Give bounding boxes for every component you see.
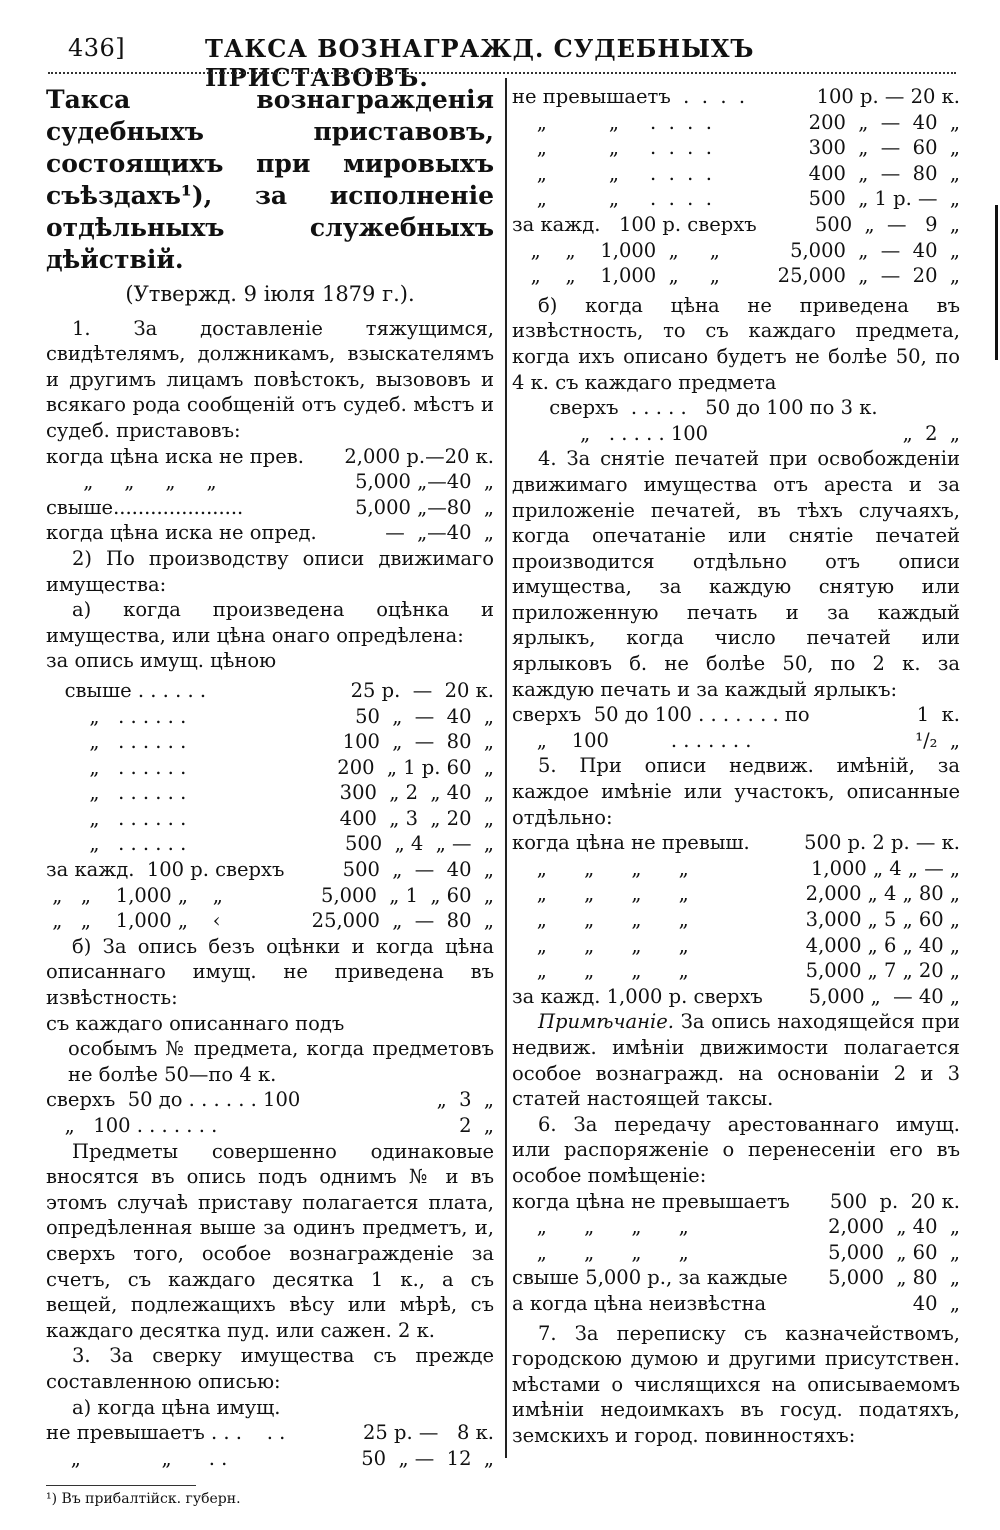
row-label: когда цѣна иска не прев. xyxy=(46,444,304,468)
row-value: ¹/₂ „ xyxy=(915,728,960,752)
row-label: „ . . . . . . xyxy=(46,704,187,728)
row-label: „ „ „ „ xyxy=(512,1215,689,1239)
row-label: „ „ 1,000 „ „ xyxy=(512,238,720,262)
section-2b-text: б) За опись безъ оцѣнки и когда цѣна описаннаго имущ. не приведена въ извѣстность: xyxy=(46,934,494,1010)
table-row xyxy=(512,728,960,754)
row-label: „ „ „ „ xyxy=(512,959,689,983)
section-2a-lead: за опись имущ. цѣною xyxy=(46,649,277,673)
right-column xyxy=(512,84,960,1448)
row-value: 5,000 „ — 40 „ xyxy=(790,238,960,262)
table-row xyxy=(512,84,960,110)
table-row xyxy=(512,135,960,161)
row-label: сверхъ 50 до 100 . . . . . . . по xyxy=(512,703,810,727)
row-label: когда цѣна не превышаетъ xyxy=(512,1189,790,1213)
section-1-table xyxy=(46,444,494,546)
section-2b-line: особымъ № предмета, когда предметовъ не болѣе 50—по 4 к. xyxy=(68,1037,494,1086)
row-value: 200 „ — 40 „ xyxy=(808,110,960,134)
row-label: „ . . . . . . xyxy=(46,832,187,856)
row-label: „ . . . . . . xyxy=(46,730,187,754)
table-row xyxy=(512,1189,960,1215)
row-label: за кажд. 1,000 р. сверхъ xyxy=(512,984,763,1008)
row-label: „ . . . . . . xyxy=(46,806,187,830)
table-row xyxy=(512,830,960,856)
row-value: 25,000 „ — 80 „ xyxy=(311,909,494,933)
row-value: 400 „ — 80 „ xyxy=(808,161,960,185)
row-value: 5,000 „ 60 „ xyxy=(828,1240,960,1264)
row-value: „ 3 „ xyxy=(436,1088,494,1112)
row-label: а когда цѣна неизвѣстна xyxy=(512,1291,767,1315)
row-value: 1 к. xyxy=(916,703,960,727)
table-row xyxy=(512,186,960,212)
page-number: 436] xyxy=(68,34,126,62)
row-value: 5,000 „—40 „ xyxy=(355,470,494,494)
row-value: 25,000 „ — 20 „ xyxy=(777,264,960,288)
section-3b-text: б) когда цѣна не приведена въ извѣстность, то съ каждаго предмета, когда ихъ описано будетъ не болѣе 50, по 4 к. съ каждаго предмета xyxy=(512,293,960,394)
table-row xyxy=(46,520,494,546)
note-text: За опись находящейся при недвиж. имѣніи движимости полагается особое вознагражд. на основаніи 2 и 3 статей настоящей таксы. xyxy=(512,1010,960,1111)
section-2-text: 2) По производству описи движимаго имущества: xyxy=(46,546,494,596)
table-row xyxy=(46,704,494,730)
row-label: „ „ . . xyxy=(46,1446,228,1470)
row-value: 50 „ — 40 „ xyxy=(355,704,494,728)
table-row xyxy=(512,212,960,238)
row-value: 50 „ — 12 „ xyxy=(361,1446,494,1470)
row-value: 5,000 „ 7 „ 20 „ xyxy=(805,959,960,983)
row-label: за кажд. 100 р. сверхъ xyxy=(46,858,285,882)
note-label: Примѣчаніе. xyxy=(538,1010,674,1034)
row-value: 40 „ xyxy=(912,1291,960,1315)
section-7-text: 7. За переписку съ казначействомъ, городскою думою и другими присутствен. мѣстами о числящихся на описываемомъ имѣніи недоимкахъ въ госуд. податяхъ, земскихъ и город. повинностяхъ: xyxy=(512,1321,960,1447)
table-row xyxy=(46,729,494,755)
row-label: не превышаетъ . . . . xyxy=(512,85,746,108)
section-2a-table xyxy=(46,678,494,934)
table-row xyxy=(512,1214,960,1240)
row-label: „ „ 1,000 „ „ xyxy=(46,883,223,907)
table-row xyxy=(46,806,494,832)
row-label: „ „ . . . . xyxy=(512,110,712,134)
section-3a-continued-table xyxy=(512,84,960,289)
table-row xyxy=(46,883,494,909)
section-3a-table xyxy=(46,1420,494,1471)
table-row xyxy=(512,1291,960,1317)
row-value: „ 2 „ xyxy=(902,421,960,445)
row-label: сверхъ . . . . . 50 до 100 по 3 к. xyxy=(512,396,878,420)
row-label: за кажд. 100 р. сверхъ xyxy=(512,212,757,236)
section-2-note: Предметы совершенно одинаковые вносятся въ опись подъ однимъ № и въ этомъ случаѣ приставу полагается плата, опредѣленная выше за одинъ предметъ, и, сверхъ того, особое вознагражденіе за счетъ, съ каждаго десятка 1 к., а съ вещей, подлежащихъ вѣсу или мѣрѣ, съ каждаго десятка пуд. или сажен. 2 к. xyxy=(46,1139,494,1342)
table-row xyxy=(46,469,494,495)
section-3a-text: а) когда цѣна имущ. xyxy=(72,1395,281,1419)
table-row xyxy=(512,161,960,187)
column-divider xyxy=(505,78,507,1458)
row-label: не превышаетъ . . . . . xyxy=(46,1421,286,1445)
row-label: „ „ „ „ xyxy=(512,908,689,931)
section-3b-table xyxy=(512,395,960,446)
row-value: 100 „ — 80 „ xyxy=(342,730,494,754)
row-value: 5,000 „—80 „ xyxy=(355,495,494,519)
section-5-text: 5. При описи недвиж. имѣній, за каждое имѣніе или участокъ, описанные отдѣльно: xyxy=(512,754,960,829)
row-value: 2,000 „ 40 „ xyxy=(828,1215,960,1239)
row-label: свыше..................... xyxy=(46,495,244,519)
table-row xyxy=(512,395,960,421)
table-row xyxy=(512,263,960,289)
row-value: 4,000 „ 6 „ 40 „ xyxy=(805,933,960,957)
document-title: Такса вознагражденія судебныхъ приставовъ, состоящихъ при мировыхъ съѣздахъ¹), за исполненіе отдѣльныхъ служебныхъ дѣйствій. xyxy=(46,85,494,274)
left-column xyxy=(46,84,494,1508)
row-value: 3,000 „ 5 „ 60 „ xyxy=(805,908,960,931)
table-row xyxy=(512,881,960,907)
table-row xyxy=(512,1265,960,1291)
table-row xyxy=(512,702,960,728)
row-value: 5,000 „ 1 „ 60 „ xyxy=(321,883,494,907)
table-row xyxy=(46,1420,494,1446)
table-row xyxy=(512,856,960,882)
section-3-text: 3. За сверку имущества съ прежде составленною описью: xyxy=(46,1344,494,1393)
row-value: 2,000 р.—20 к. xyxy=(344,444,494,468)
row-label: „ „ „ „ xyxy=(512,856,689,880)
footnote: ¹) Въ прибалтійск. губерн. xyxy=(46,1491,241,1508)
row-value: 500 р. 20 к. xyxy=(829,1189,960,1213)
footnote-divider xyxy=(46,1485,196,1486)
row-value: — „—40 „ xyxy=(385,521,494,545)
row-value: 25 р. — 8 к. xyxy=(363,1421,494,1445)
table-row xyxy=(46,678,494,704)
row-label: „ . . . . . . xyxy=(46,755,187,779)
table-row xyxy=(46,1087,494,1113)
section-5-note xyxy=(512,1009,960,1111)
row-label: „ „ . . . . xyxy=(512,187,712,211)
row-label: „ „ „ „ xyxy=(46,470,217,494)
section-6-text: 6. За передачу арестованнаго имущ. или распоряженіе о перенесеніи его въ особое помѣщеніе: xyxy=(512,1112,960,1187)
row-value: 500 „ — 9 „ xyxy=(814,212,960,236)
table-row xyxy=(46,908,494,934)
table-row xyxy=(512,907,960,933)
section-4-table xyxy=(512,702,960,753)
row-value: 2,000 „ 4 „ 80 „ xyxy=(805,882,960,906)
row-label: „ 100 . . . . . . . xyxy=(512,728,752,752)
table-row xyxy=(512,933,960,959)
row-value: 500 „ 4 „ — „ xyxy=(344,832,494,856)
table-row xyxy=(46,1113,494,1139)
row-value: 5,000 „ — 40 „ xyxy=(808,984,960,1008)
table-row xyxy=(512,1240,960,1266)
row-value: 500 „ — 40 „ xyxy=(342,858,494,882)
running-title: ТАКСА ВОЗНАГРАЖД. СУДЕБНЫХЪ ПРИСТАВОВЪ. xyxy=(205,34,755,92)
document-subtitle: (Утвержд. 9 іюля 1879 г.). xyxy=(125,282,415,306)
table-row xyxy=(512,110,960,136)
row-label: „ „ 1,000 „ ‹ xyxy=(46,909,221,933)
row-value: 5,000 „ 80 „ xyxy=(828,1266,960,1290)
section-1-text: 1. За доставленіе тяжущимся, свидѣтелямъ, должникамъ, взыскателямъ и другимъ лицамъ повѣстокъ, вызововъ и всякаго рода сообщеній отъ судеб. мѣстъ и судеб. приставовъ: xyxy=(46,316,494,442)
table-row xyxy=(46,755,494,781)
row-value: 25 р. — 20 к. xyxy=(350,678,494,702)
row-label: свыше . . . . . . xyxy=(46,678,207,702)
row-label: когда цѣна не превыш. xyxy=(512,831,750,855)
row-label: „ . . . . . . xyxy=(46,781,187,805)
table-row xyxy=(512,984,960,1010)
header-divider xyxy=(48,72,956,74)
table-row xyxy=(46,831,494,857)
table-row xyxy=(512,238,960,264)
table-row xyxy=(512,421,960,447)
section-2b-table xyxy=(46,1087,494,1138)
section-2a-text: а) когда произведена оцѣнка и имущества, или цѣна онаго опредѣлена: xyxy=(46,598,494,647)
row-value: 100 р. — 20 к. xyxy=(816,85,960,108)
page-header xyxy=(50,30,955,92)
row-value: 1,000 „ 4 „ — „ xyxy=(810,856,960,880)
section-4-text: 4. За снятіе печатей при освобожденіи движимаго имущества отъ ареста и за приложеніе печатей, въ тѣхъ случаяхъ, когда опечатаніе или снятіе печатей производится отдѣльно отъ описи имущества, за каждую снятую или приложенную печать и за каждый ярлыкъ, когда число печатей или ярлыковъ б. не болѣе 50, по 2 к. за каждую печать и за каждый ярлыкъ: xyxy=(512,447,960,701)
row-value: 300 „ — 60 „ xyxy=(808,136,960,160)
row-label: „ „ 1,000 „ „ xyxy=(512,264,720,288)
section-5-table xyxy=(512,830,960,1009)
row-value: 500 р. 2 р. — к. xyxy=(804,831,960,855)
row-label: сверхъ 50 до . . . . . . 100 xyxy=(46,1088,301,1112)
table-row xyxy=(512,958,960,984)
section-6-table xyxy=(512,1189,960,1317)
table-row xyxy=(46,1446,494,1472)
row-label: „ „ „ „ xyxy=(512,933,689,957)
table-row xyxy=(46,857,494,883)
row-value: 200 „ 1 р. 60 „ xyxy=(337,755,494,779)
row-value: 300 „ 2 „ 40 „ xyxy=(339,781,494,805)
page-edge-mark xyxy=(995,205,998,360)
row-value: 2 „ xyxy=(459,1114,494,1137)
row-label: „ „ „ „ xyxy=(512,1240,689,1264)
row-label: когда цѣна иска не опред. xyxy=(46,521,317,545)
table-row xyxy=(46,780,494,806)
table-row xyxy=(46,444,494,470)
section-2b-line: съ каждаго описаннаго подъ xyxy=(46,1011,345,1035)
row-label: „ . . . . . 100 xyxy=(512,421,709,445)
row-label: „ „ „ „ xyxy=(512,882,689,906)
row-label: „ 100 . . . . . . . xyxy=(46,1114,218,1137)
row-label: „ „ . . . . xyxy=(512,136,712,160)
row-value: 400 „ 3 „ 20 „ xyxy=(339,806,494,830)
table-row xyxy=(46,495,494,521)
row-label: „ „ . . . . xyxy=(512,161,712,185)
row-label: свыше 5,000 р., за каждые xyxy=(512,1266,788,1290)
row-value: 500 „ 1 р. — „ xyxy=(808,187,960,211)
